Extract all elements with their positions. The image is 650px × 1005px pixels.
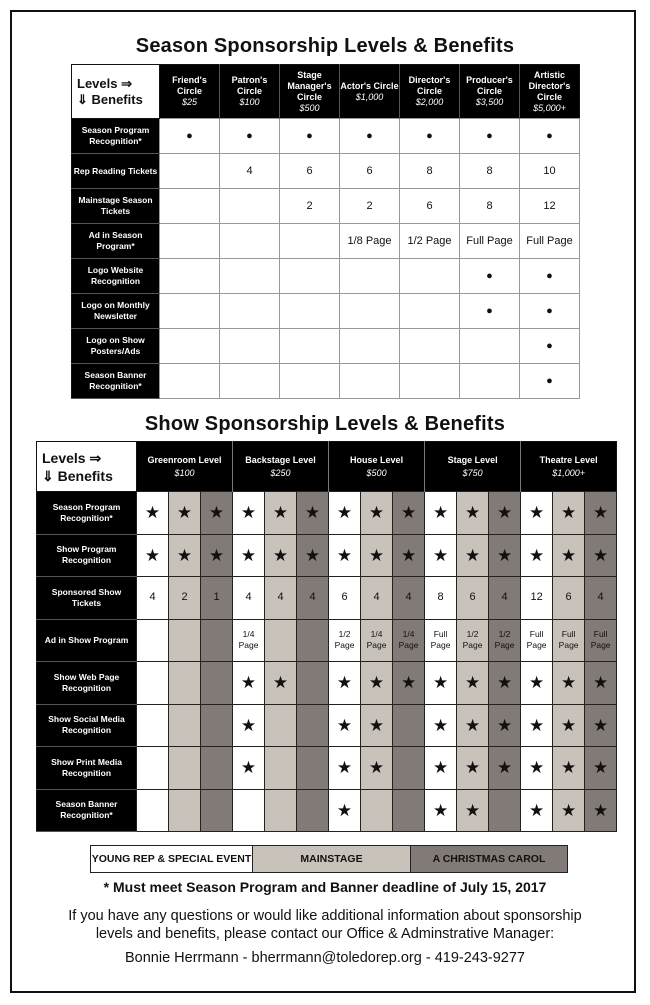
show-cell: ★ bbox=[393, 492, 425, 535]
show-row bbox=[37, 789, 617, 832]
season-row-label: Ad in Season Program* bbox=[72, 224, 160, 259]
show-cell: 4 bbox=[297, 577, 329, 620]
show-cell: Full Page bbox=[521, 619, 553, 662]
season-cell bbox=[220, 189, 280, 224]
season-cell: ● bbox=[460, 294, 520, 329]
show-cell: 1/4 Page bbox=[393, 619, 425, 662]
show-cell bbox=[169, 704, 201, 747]
show-cell: ★ bbox=[361, 704, 393, 747]
show-cell bbox=[201, 789, 233, 832]
show-cell: ★ bbox=[585, 662, 617, 705]
season-cell bbox=[340, 364, 400, 399]
show-cell bbox=[169, 662, 201, 705]
show-cell bbox=[297, 789, 329, 832]
show-cell: 6 bbox=[553, 577, 585, 620]
show-row bbox=[37, 747, 617, 790]
show-cell: ★ bbox=[201, 492, 233, 535]
season-row bbox=[72, 119, 580, 154]
show-cell bbox=[137, 704, 169, 747]
show-cell bbox=[201, 704, 233, 747]
show-cell bbox=[137, 789, 169, 832]
season-cell bbox=[400, 364, 460, 399]
show-cell: ★ bbox=[329, 789, 361, 832]
show-cell: 6 bbox=[457, 577, 489, 620]
show-cell: ★ bbox=[553, 492, 585, 535]
show-row-label: Sponsored Show Tickets bbox=[37, 577, 137, 620]
show-row-label: Season Program Recognition* bbox=[37, 492, 137, 535]
show-cell: 4 bbox=[585, 577, 617, 620]
season-row-label: Season Banner Recognition* bbox=[72, 364, 160, 399]
show-cell bbox=[169, 789, 201, 832]
show-level-header: Theatre Level $1,000+ bbox=[521, 442, 617, 492]
contact-info: If you have any questions or would like additional information about sponsorship levels and benefits, please contact our Office & Adminstrative Manager: bbox=[68, 908, 582, 942]
show-cell: ★ bbox=[329, 662, 361, 705]
show-row bbox=[37, 619, 617, 662]
color-legend bbox=[90, 845, 568, 873]
show-cell bbox=[201, 619, 233, 662]
show-row-label: Show Web Page Recognition bbox=[37, 662, 137, 705]
show-cell: ★ bbox=[585, 789, 617, 832]
season-cell bbox=[220, 364, 280, 399]
show-cell bbox=[393, 747, 425, 790]
show-cell: ★ bbox=[265, 662, 297, 705]
season-cell: ● bbox=[520, 329, 580, 364]
levels-benefits-corner: Levels ⇒ ⇓ Benefits bbox=[72, 65, 160, 119]
show-cell: ★ bbox=[553, 789, 585, 832]
contact-person: Bonnie Herrmann - bherrmann@toledorep.org - 419-243-9277 bbox=[124, 950, 525, 966]
season-cell bbox=[280, 329, 340, 364]
season-row-label: Logo on Monthly Newsletter bbox=[72, 294, 160, 329]
season-cell bbox=[160, 329, 220, 364]
show-cell: ★ bbox=[297, 492, 329, 535]
season-row bbox=[72, 154, 580, 189]
season-cell bbox=[340, 329, 400, 364]
show-cell: ★ bbox=[585, 534, 617, 577]
show-row-label: Ad in Show Program bbox=[37, 619, 137, 662]
legend-mainstage: MAINSTAGE bbox=[253, 846, 411, 872]
show-cell: ★ bbox=[137, 534, 169, 577]
season-cell bbox=[160, 154, 220, 189]
season-level-header: Actor's Circle $1,000 bbox=[340, 65, 400, 119]
show-cell: ★ bbox=[329, 492, 361, 535]
show-cell: 6 bbox=[329, 577, 361, 620]
season-cell: ● bbox=[340, 119, 400, 154]
season-title: Season Sponsorship Levels & Benefits bbox=[135, 35, 515, 57]
show-cell: 1/4 Page bbox=[361, 619, 393, 662]
show-cell: ★ bbox=[265, 534, 297, 577]
show-cell: ★ bbox=[489, 704, 521, 747]
show-row bbox=[37, 534, 617, 577]
show-cell: ★ bbox=[137, 492, 169, 535]
season-cell: ● bbox=[400, 119, 460, 154]
show-cell: ★ bbox=[425, 789, 457, 832]
show-cell bbox=[169, 747, 201, 790]
show-cell: ★ bbox=[457, 492, 489, 535]
show-title: Show Sponsorship Levels & Benefits bbox=[144, 413, 506, 435]
season-cell bbox=[220, 224, 280, 259]
show-cell bbox=[265, 619, 297, 662]
season-cell: ● bbox=[520, 294, 580, 329]
season-cell bbox=[460, 364, 520, 399]
show-cell bbox=[137, 747, 169, 790]
season-row bbox=[72, 224, 580, 259]
season-cell: 6 bbox=[280, 154, 340, 189]
show-cell: ★ bbox=[329, 704, 361, 747]
season-cell bbox=[400, 294, 460, 329]
show-cell: 8 bbox=[425, 577, 457, 620]
show-cell bbox=[297, 747, 329, 790]
show-cell bbox=[137, 662, 169, 705]
show-cell: 1/2 Page bbox=[329, 619, 361, 662]
season-cell: ● bbox=[460, 259, 520, 294]
season-cell: 1/2 Page bbox=[400, 224, 460, 259]
season-row bbox=[72, 294, 580, 329]
season-row bbox=[72, 259, 580, 294]
season-row bbox=[72, 329, 580, 364]
season-row-label: Logo on Show Posters/Ads bbox=[72, 329, 160, 364]
season-cell bbox=[280, 364, 340, 399]
season-row-label: Season Program Recognition* bbox=[72, 119, 160, 154]
show-cell: ★ bbox=[329, 747, 361, 790]
show-cell: ★ bbox=[233, 492, 265, 535]
season-cell: ● bbox=[520, 259, 580, 294]
show-row-label: Show Print Media Recognition bbox=[37, 747, 137, 790]
season-cell: ● bbox=[220, 119, 280, 154]
show-cell bbox=[393, 789, 425, 832]
show-cell: ★ bbox=[489, 747, 521, 790]
season-cell bbox=[160, 224, 220, 259]
season-row-label: Mainstage Season Tickets bbox=[72, 189, 160, 224]
season-cell bbox=[280, 259, 340, 294]
season-cell: 1/8 Page bbox=[340, 224, 400, 259]
show-cell: 4 bbox=[137, 577, 169, 620]
show-cell: Full Page bbox=[585, 619, 617, 662]
season-cell: Full Page bbox=[520, 224, 580, 259]
season-cell bbox=[220, 294, 280, 329]
show-cell: 4 bbox=[265, 577, 297, 620]
season-cell: Full Page bbox=[460, 224, 520, 259]
season-row bbox=[72, 364, 580, 399]
show-row-label: Season Banner Recognition* bbox=[37, 789, 137, 832]
show-cell: ★ bbox=[393, 534, 425, 577]
season-cell bbox=[460, 329, 520, 364]
season-cell bbox=[220, 259, 280, 294]
season-sponsorship-table bbox=[71, 64, 580, 399]
show-cell: ★ bbox=[585, 492, 617, 535]
season-cell: 10 bbox=[520, 154, 580, 189]
show-level-header: Stage Level $750 bbox=[425, 442, 521, 492]
show-cell: ★ bbox=[425, 704, 457, 747]
legend-young-rep: YOUNG REP & SPECIAL EVENT bbox=[91, 846, 253, 872]
season-cell bbox=[400, 329, 460, 364]
show-cell: ★ bbox=[489, 492, 521, 535]
season-cell bbox=[160, 364, 220, 399]
season-cell: 8 bbox=[460, 189, 520, 224]
season-cell bbox=[340, 294, 400, 329]
show-cell: ★ bbox=[425, 747, 457, 790]
show-cell: 12 bbox=[521, 577, 553, 620]
season-cell: 2 bbox=[340, 189, 400, 224]
season-cell: ● bbox=[520, 364, 580, 399]
show-level-header: Backstage Level $250 bbox=[233, 442, 329, 492]
show-level-header: House Level $500 bbox=[329, 442, 425, 492]
season-cell: 2 bbox=[280, 189, 340, 224]
show-cell: ★ bbox=[585, 747, 617, 790]
show-cell: 4 bbox=[361, 577, 393, 620]
show-cell bbox=[297, 704, 329, 747]
season-level-header: Friend's Circle $25 bbox=[160, 65, 220, 119]
show-cell bbox=[201, 662, 233, 705]
show-cell: ★ bbox=[169, 534, 201, 577]
show-cell: ★ bbox=[585, 704, 617, 747]
season-cell bbox=[280, 224, 340, 259]
show-cell: ★ bbox=[521, 747, 553, 790]
show-level-header: Greenroom Level $100 bbox=[137, 442, 233, 492]
show-cell: ★ bbox=[233, 662, 265, 705]
season-cell: ● bbox=[520, 119, 580, 154]
show-cell: ★ bbox=[361, 534, 393, 577]
show-cell: ★ bbox=[457, 704, 489, 747]
show-row bbox=[37, 492, 617, 535]
show-cell: ★ bbox=[457, 789, 489, 832]
show-row bbox=[37, 662, 617, 705]
show-cell bbox=[233, 789, 265, 832]
season-cell bbox=[160, 189, 220, 224]
show-cell: 4 bbox=[233, 577, 265, 620]
show-cell: ★ bbox=[489, 534, 521, 577]
season-level-header: Director's Circle $2,000 bbox=[400, 65, 460, 119]
show-cell: ★ bbox=[361, 492, 393, 535]
show-cell: ★ bbox=[457, 747, 489, 790]
show-cell: 4 bbox=[489, 577, 521, 620]
show-cell bbox=[393, 704, 425, 747]
show-cell bbox=[361, 789, 393, 832]
show-row-label: Show Program Recognition bbox=[37, 534, 137, 577]
season-cell bbox=[160, 294, 220, 329]
season-cell: 8 bbox=[400, 154, 460, 189]
season-cell: ● bbox=[460, 119, 520, 154]
show-cell: ★ bbox=[361, 747, 393, 790]
show-cell: ★ bbox=[521, 704, 553, 747]
deadline-note: * Must meet Season Program and Banner deadline of July 15, 2017 bbox=[103, 879, 547, 895]
show-cell: ★ bbox=[393, 662, 425, 705]
show-cell: 4 bbox=[393, 577, 425, 620]
show-cell: ★ bbox=[553, 747, 585, 790]
show-cell: ★ bbox=[233, 747, 265, 790]
season-level-header: Producer's Circle $3,500 bbox=[460, 65, 520, 119]
show-cell: 1/4 Page bbox=[233, 619, 265, 662]
levels-benefits-corner: Levels ⇒ ⇓ Benefits bbox=[37, 442, 137, 492]
show-cell: ★ bbox=[553, 534, 585, 577]
show-cell bbox=[265, 704, 297, 747]
show-row bbox=[37, 577, 617, 620]
show-cell: ★ bbox=[265, 492, 297, 535]
show-cell: 2 bbox=[169, 577, 201, 620]
season-cell: 6 bbox=[400, 189, 460, 224]
season-level-header: Stage Manager's Circle $500 bbox=[280, 65, 340, 119]
show-cell: ★ bbox=[521, 789, 553, 832]
show-cell: ★ bbox=[457, 534, 489, 577]
show-cell: ★ bbox=[425, 662, 457, 705]
season-cell bbox=[280, 294, 340, 329]
show-cell bbox=[489, 789, 521, 832]
show-cell bbox=[201, 747, 233, 790]
show-cell bbox=[265, 789, 297, 832]
show-cell: 1 bbox=[201, 577, 233, 620]
show-cell: ★ bbox=[553, 662, 585, 705]
season-cell: 4 bbox=[220, 154, 280, 189]
season-level-header: Patron's Circle $100 bbox=[220, 65, 280, 119]
show-cell: ★ bbox=[233, 704, 265, 747]
show-cell: ★ bbox=[425, 492, 457, 535]
show-cell bbox=[137, 619, 169, 662]
show-cell: ★ bbox=[169, 492, 201, 535]
show-cell: ★ bbox=[297, 534, 329, 577]
show-row-label: Show Social Media Recognition bbox=[37, 704, 137, 747]
season-cell: 8 bbox=[460, 154, 520, 189]
season-level-header: Artistic Director's Circle $5,000+ bbox=[520, 65, 580, 119]
show-cell: ★ bbox=[457, 662, 489, 705]
season-cell bbox=[160, 259, 220, 294]
season-cell bbox=[220, 329, 280, 364]
show-cell: 1/2 Page bbox=[457, 619, 489, 662]
season-cell bbox=[340, 259, 400, 294]
show-cell bbox=[297, 619, 329, 662]
show-cell: Full Page bbox=[553, 619, 585, 662]
show-cell bbox=[297, 662, 329, 705]
season-cell: ● bbox=[280, 119, 340, 154]
show-cell: ★ bbox=[201, 534, 233, 577]
show-cell: ★ bbox=[361, 662, 393, 705]
show-cell bbox=[265, 747, 297, 790]
show-cell bbox=[169, 619, 201, 662]
show-cell: ★ bbox=[233, 534, 265, 577]
show-cell: ★ bbox=[521, 662, 553, 705]
show-cell: ★ bbox=[553, 704, 585, 747]
season-row-label: Logo Website Recognition bbox=[72, 259, 160, 294]
legend-christmas-carol: A CHRISTMAS CAROL bbox=[411, 846, 567, 872]
season-row bbox=[72, 189, 580, 224]
season-cell bbox=[400, 259, 460, 294]
show-cell: ★ bbox=[329, 534, 361, 577]
show-row bbox=[37, 704, 617, 747]
season-cell: ● bbox=[160, 119, 220, 154]
season-cell: 6 bbox=[340, 154, 400, 189]
show-cell: 1/2 Page bbox=[489, 619, 521, 662]
show-cell: ★ bbox=[521, 492, 553, 535]
show-cell: ★ bbox=[489, 662, 521, 705]
season-row-label: Rep Reading Tickets bbox=[72, 154, 160, 189]
show-cell: Full Page bbox=[425, 619, 457, 662]
season-cell: 12 bbox=[520, 189, 580, 224]
show-cell: ★ bbox=[425, 534, 457, 577]
show-sponsorship-table bbox=[36, 441, 617, 832]
show-cell: ★ bbox=[521, 534, 553, 577]
